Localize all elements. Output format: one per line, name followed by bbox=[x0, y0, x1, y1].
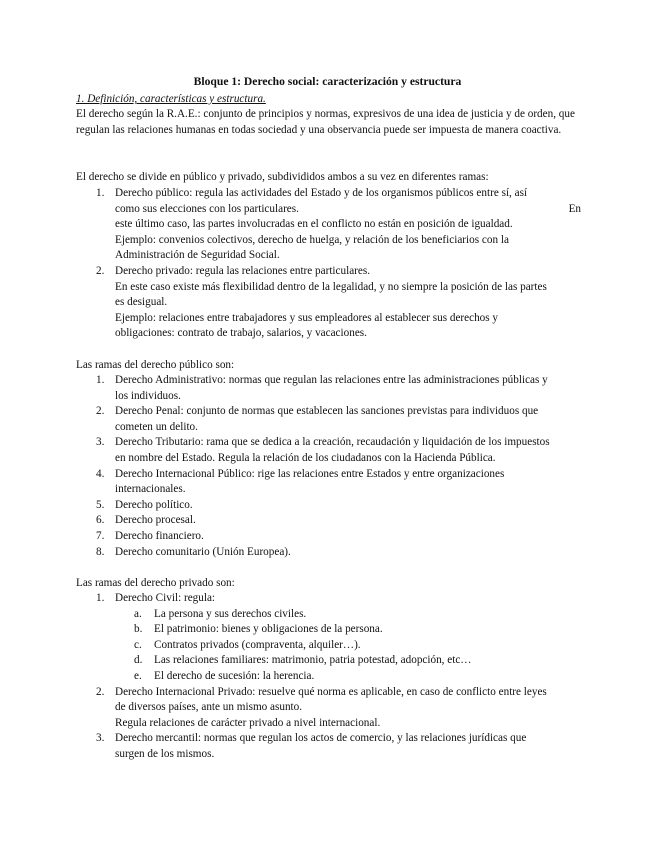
item-line: Derecho financiero. bbox=[115, 529, 204, 542]
sub-item-letter: b. bbox=[134, 623, 143, 636]
item-line: Derecho Tributario: rama que se dedica a la creación, recaudación y liquidación de los impuestos bbox=[115, 436, 550, 449]
item-line: Derecho Civil: regula: bbox=[115, 592, 216, 604]
list-item bbox=[76, 685, 581, 732]
document-title: Bloque 1: Derecho social: caracterización y estructura bbox=[193, 75, 462, 88]
item-line: este último caso, las partes involucradas en el conflicto no están en posición de igualdad. bbox=[115, 218, 513, 231]
item-line: Administración de Seguridad Social. bbox=[115, 249, 280, 262]
list-item bbox=[76, 731, 581, 762]
item-line: Derecho público: regula las actividades del Estado y de los organismos públicos entre sí, así bbox=[115, 187, 528, 199]
sub-item-text: Contratos privados (compraventa, alquiler…). bbox=[154, 638, 361, 651]
sub-item-text: El patrimonio: bienes y obligaciones de la persona. bbox=[154, 623, 383, 636]
private-branches-intro: Las ramas del derecho privado son: bbox=[76, 577, 235, 589]
item-line: como sus elecciones con los particulares. bbox=[115, 202, 299, 215]
division-intro: El derecho se divide en público y privado, subdivididos ambos a su vez en diferentes ramas: bbox=[76, 171, 489, 183]
sub-list-item bbox=[76, 622, 581, 638]
sub-item-letter: a. bbox=[134, 607, 142, 620]
item-line: de diversos países, ante un mismo asunto. bbox=[115, 701, 303, 714]
item-line: Ejemplo: relaciones entre trabajadores y sus empleadores al establecer sus derechos y bbox=[115, 311, 499, 324]
item-line: Ejemplo: convenios colectivos, derecho de huelga, y relación de los beneficiarios con la bbox=[115, 233, 509, 246]
item-line: Derecho político. bbox=[115, 498, 193, 511]
list-item bbox=[76, 498, 581, 514]
item-number: 4. bbox=[96, 467, 105, 480]
public-branches-intro: Las ramas del derecho público son: bbox=[76, 359, 235, 371]
list-item bbox=[76, 435, 581, 466]
sub-list-item bbox=[76, 607, 581, 623]
item-line: Derecho comunitario (Unión Europea). bbox=[115, 545, 291, 558]
item-number: 3. bbox=[96, 436, 105, 449]
item-line: Derecho Internacional Privado: resuelve qué norma es aplicable, en caso de conflicto entre leyes bbox=[115, 685, 547, 698]
list-item bbox=[76, 545, 581, 561]
item-number: 6. bbox=[96, 514, 105, 527]
sub-item-letter: e. bbox=[134, 669, 142, 682]
sub-item-letter: c. bbox=[134, 638, 142, 651]
sub-list-item bbox=[76, 638, 581, 654]
item-line: Regula relaciones de carácter privado a nivel internacional. bbox=[115, 716, 381, 729]
item-line: En este caso existe más flexibilidad dentro de la legalidad, y no siempre la posición de las partes bbox=[115, 280, 547, 293]
item-line: cometen un delito. bbox=[115, 420, 198, 433]
list-item bbox=[76, 513, 581, 529]
item-number: 3. bbox=[96, 732, 105, 745]
item-line: Derecho Administrativo: normas que regulan las relaciones entre las administraciones públicas y bbox=[115, 374, 548, 386]
item-line: Derecho mercantil: normas que regulan los actos de comercio, y las relaciones jurídicas que bbox=[115, 732, 527, 745]
section-heading: 1. Definición, características y estructura. bbox=[76, 93, 266, 105]
public-branches-list bbox=[76, 373, 581, 560]
sub-item-letter: d. bbox=[134, 654, 143, 667]
item-number: 5. bbox=[96, 498, 105, 511]
item-line: los individuos. bbox=[115, 389, 181, 402]
sub-item-text: Las relaciones familiares: matrimonio, patria potestad, adopción, etc… bbox=[154, 654, 472, 667]
list-item bbox=[76, 186, 581, 264]
item-line: obligaciones: contrato de trabajo, salarios, y vacaciones. bbox=[115, 327, 367, 340]
sub-item-text: El derecho de sucesión: la herencia. bbox=[154, 669, 315, 682]
item-number: 8. bbox=[96, 545, 105, 558]
list-item bbox=[76, 591, 581, 607]
item-number: 2. bbox=[96, 405, 105, 418]
item-line: Derecho procesal. bbox=[115, 514, 196, 527]
item-line: es desigual. bbox=[115, 296, 168, 309]
sub-list-item bbox=[76, 653, 581, 669]
item-number: 1. bbox=[96, 187, 105, 199]
list-item bbox=[76, 373, 581, 404]
sub-item-text: La persona y sus derechos civiles. bbox=[154, 607, 307, 620]
item-line-trailing: En bbox=[568, 202, 581, 215]
list-item bbox=[76, 529, 581, 545]
item-line: Derecho privado: regula las relaciones entre particulares. bbox=[115, 264, 371, 277]
item-line: internacionales. bbox=[115, 483, 186, 496]
division-list bbox=[76, 186, 581, 342]
sub-list-item bbox=[76, 669, 581, 685]
item-number: 7. bbox=[96, 529, 105, 542]
item-number: 1. bbox=[96, 374, 105, 386]
item-number: 1. bbox=[96, 592, 105, 604]
list-item bbox=[76, 404, 581, 435]
item-line: Derecho Penal: conjunto de normas que establecen las sanciones previstas para individuos que bbox=[115, 405, 539, 418]
private-branches-list bbox=[76, 591, 581, 763]
item-line: Derecho Internacional Público: rige las relaciones entre Estados y entre organizaciones bbox=[115, 467, 505, 480]
item-line: surgen de los mismos. bbox=[115, 747, 215, 760]
item-number: 2. bbox=[96, 264, 105, 277]
intro-paragraph: El derecho según la R.A.E.: conjunto de principios y normas, expresivos de una idea de justicia y de orden, que regulan las relaciones humanas en todas sociedad y una observancia puede ser impuesta de manera coactiva. bbox=[76, 108, 575, 136]
list-item bbox=[76, 264, 581, 342]
item-line: en nombre del Estado. Regula la relación de los ciudadanos con la Hacienda Pública. bbox=[115, 451, 496, 464]
item-number: 2. bbox=[96, 685, 105, 698]
item-line-row bbox=[115, 202, 581, 218]
list-item bbox=[76, 467, 581, 498]
